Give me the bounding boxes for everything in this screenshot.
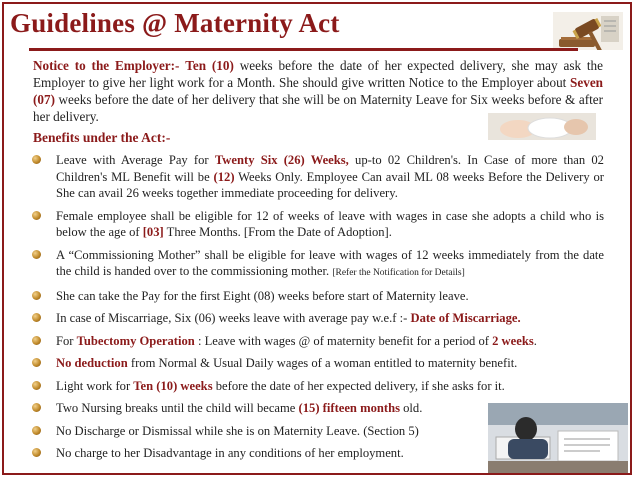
list-item: No charge to her Disadvantage in any conditions of her employment. <box>28 445 604 462</box>
list-item: No Discharge or Dismissal while she is on Maternity Leave. (Section 5) <box>28 423 604 440</box>
bullet-icon <box>32 155 41 164</box>
office-photo <box>488 403 628 473</box>
bullet-icon <box>32 448 41 457</box>
list-item: In case of Miscarriage, Six (06) weeks leave with average pay w.e.f :- Date of Miscarriage. <box>28 310 604 327</box>
bullet-icon <box>32 426 41 435</box>
slide-title: Guidelines @ Maternity Act <box>10 8 340 38</box>
notice-text-1: weeks before the date of her expected delivery, she may ask the Employer to give her light work for a Month. She should give written Notice to the Employer about <box>33 58 603 90</box>
list-item: Light work for Ten (10) weeks before the date of her expected delivery, if she asks for it. <box>28 378 604 395</box>
bullet-icon <box>32 291 41 300</box>
notice-seven-weeks: Seven (07) <box>33 75 603 107</box>
list-item: Leave with Average Pay for Twenty Six (26) Weeks, up-to 02 Children's. In Case of more than 02 Children's ML Benefit will be (12) Weeks Only. Employee Can avail ML 08 weeks Before the Delivery or She can avail 26 weeks together immediate proceeding for delivery. <box>28 152 604 202</box>
title-underline <box>29 48 578 51</box>
list-item: Two Nursing breaks until the child will became (15) fifteen months old. <box>28 400 604 417</box>
bullet-icon <box>32 358 41 367</box>
benefits-heading: Benefits under the Act:- <box>33 130 171 145</box>
notice-ten-weeks: Ten (10) <box>185 58 234 73</box>
bullet-icon <box>32 313 41 322</box>
list-item: Female employee shall be eligible for 12 of weeks of leave with wages in case she adopts a child who is below the age of [03] Three Months. [From the Date of Adoption]. <box>28 208 604 241</box>
list-item: A “Commissioning Mother” shall be eligible for leave with wages of 12 weeks immediately from the date the child is handed over to the commissioning mother. [Refer the Notification for Details] <box>28 247 604 282</box>
notice-text-2: weeks before the date of her delivery that she will be on Maternity Leave for Six weeks before & after her delivery. <box>33 92 603 124</box>
list-item: For Tubectomy Operation : Leave with wages @ of maternity benefit for a period of 2 weeks. <box>28 333 604 350</box>
bullet-icon <box>32 211 41 220</box>
list-item: She can take the Pay for the first Eight (08) weeks before start of Maternity leave. <box>28 288 604 305</box>
bullet-icon <box>32 381 41 390</box>
gavel-icon <box>553 12 623 50</box>
newborn-photo <box>488 113 596 140</box>
bullet-icon <box>32 403 41 412</box>
list-item: No deduction from Normal & Usual Daily wages of a woman entitled to maternity benefit. <box>28 355 604 372</box>
bullet-icon <box>32 250 41 259</box>
notice-label: Notice to the Employer:- <box>33 58 180 73</box>
bullet-icon <box>32 336 41 345</box>
